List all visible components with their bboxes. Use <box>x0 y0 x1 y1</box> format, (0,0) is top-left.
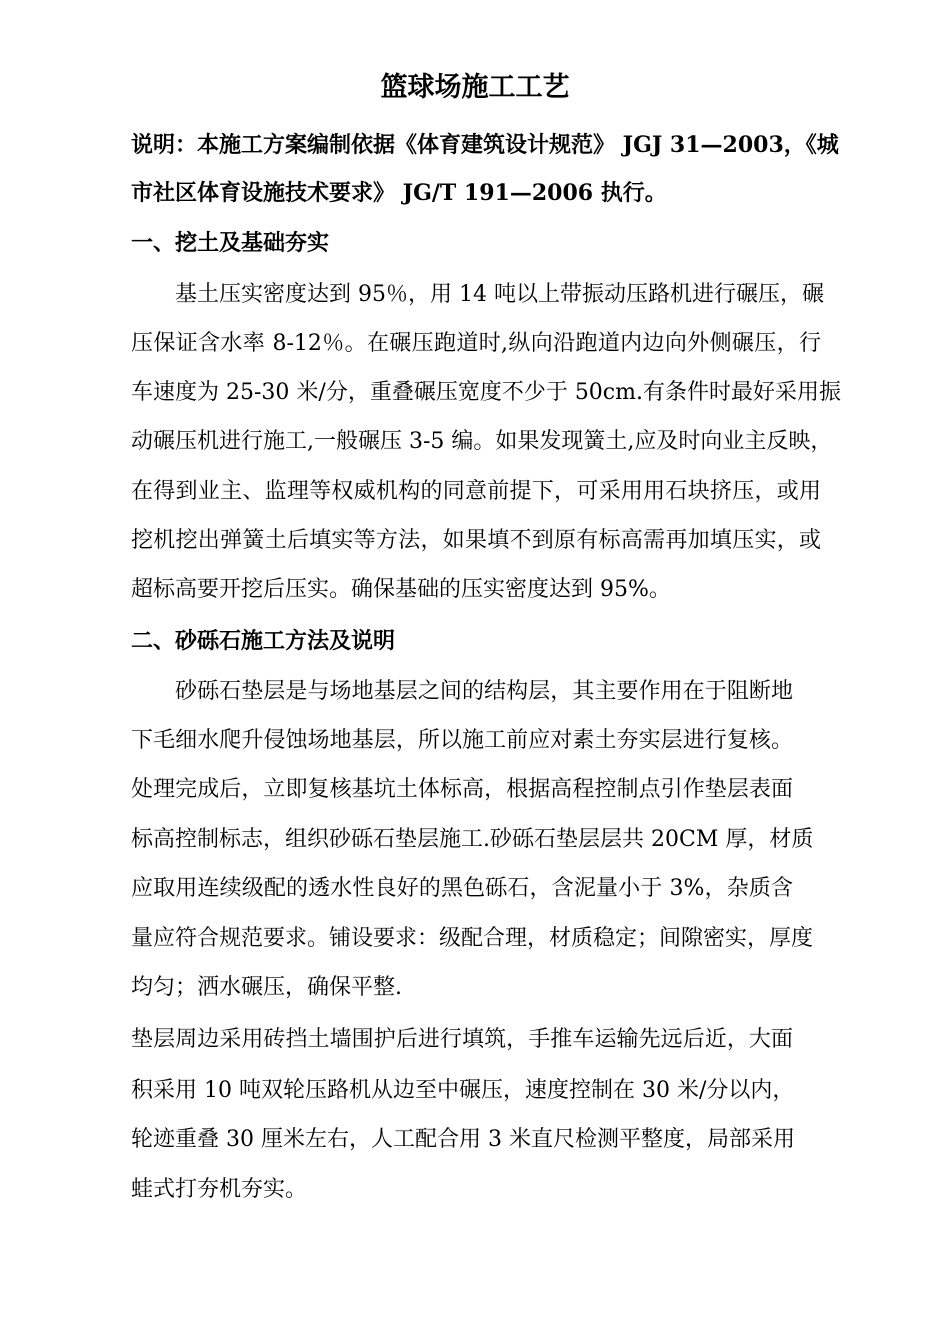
section2-line-2: 下毛细水爬升侵蚀场地基层，所以施工前应对素土夯实层进行复核。 <box>131 728 793 753</box>
section1-line-2: 压保证含水率 8-12％。在碾压跑道时,纵向沿跑道内边向外侧碾压，行 <box>131 331 821 356</box>
section1-line-3: 车速度为 25-30 米/分，重叠碾压宽度不少于 50cm.有条件时最好采用振 <box>131 380 841 405</box>
section2-line-8: 垫层周边采用砖挡土墙围护后进行填筑，手推车运输先远后近，大面 <box>131 1027 793 1052</box>
section1-line-1: 基土压实密度达到 95％，用 14 吨以上带振动压路机进行碾压，碾 <box>175 282 824 307</box>
section2-line-3: 处理完成后，立即复核基坑土体标高，根据高程控制点引作垫层表面 <box>131 777 793 802</box>
section1-line-6: 挖机挖出弹簧土后填实等方法，如果填不到原有标高需再加填压实，或 <box>131 528 821 553</box>
section1-line-4: 动碾压机进行施工,一般碾压 3-5 编。如果发现簧土,应及时向业主反映， <box>131 429 833 454</box>
section2-line-10: 轮迹重叠 30 厘米左右，人工配合用 3 米直尺检测平整度，局部采用 <box>131 1127 795 1152</box>
section2-line-1: 砂砾石垫层是与场地基层之间的结构层，其主要作用在于阻断地 <box>175 679 793 704</box>
section2-line-11: 蛙式打夯机夯实。 <box>131 1177 308 1202</box>
section2-line-6: 量应符合规范要求。铺设要求：级配合理，材质稳定；间隙密实，厚度 <box>131 926 814 951</box>
section2-line-5: 应取用连续级配的透水性良好的黑色砾石，含泥量小于 3%，杂质含 <box>131 876 793 901</box>
section2-line-7: 均匀；洒水碾压，确保平整. <box>131 975 402 1000</box>
section1-line-7: 超标高要开挖后压实。确保基础的压实密度达到 95%。 <box>131 577 671 602</box>
section2-heading: 二、砂砾石施工方法及说明 <box>131 628 396 654</box>
section2-line-4: 标高控制标志，组织砂砾石垫层施工.砂砾石垫层层共 20CM 厚，材质 <box>131 827 814 852</box>
intro-line-2: 市社区体育设施技术要求》 JG/T 191—2006 执行。 <box>131 180 667 206</box>
section2-line-9: 积采用 10 吨双轮压路机从边至中碾压，速度控制在 30 米/分以内， <box>131 1078 795 1103</box>
intro-line-1: 说明：本施工方案编制依据《体育建筑设计规范》 JGJ 31—2003，《城 <box>131 132 839 158</box>
section1-heading: 一、挖土及基础夯实 <box>131 230 330 256</box>
section1-line-5: 在得到业主、监理等权威机构的同意前提下，可采用用石块挤压，或用 <box>131 479 821 504</box>
document-title: 篮球场施工工艺 <box>380 72 570 103</box>
